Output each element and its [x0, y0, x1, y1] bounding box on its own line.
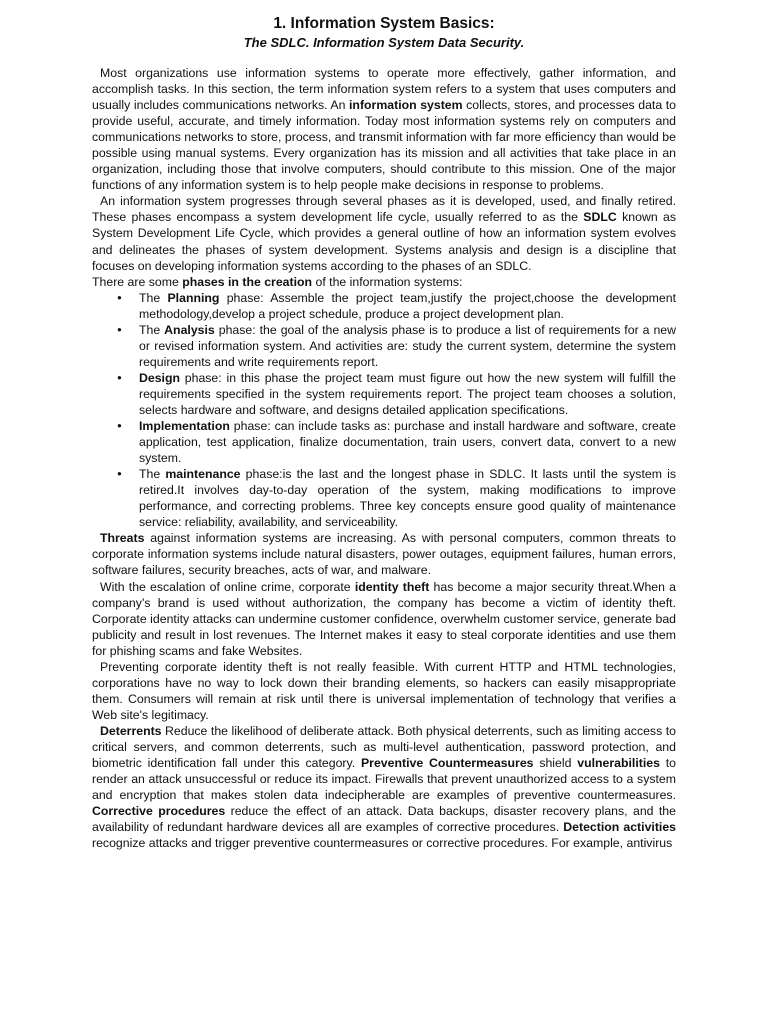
text-run: collects, stores, and processes data to provide useful, accurate, and timely information. Today most information systems rely on computers and communications networks to store, process, and transmit information with far more efficiency than would be possible using manual systems. Every organization has its mission and all activities that take place in an organization, including those that involve computers, should contribute to this mission. One of the major functions of any information system is to help people make decisions in response to problems. — [92, 98, 677, 193]
bold-term: vulnerabilities — [577, 756, 660, 771]
bold-term: Analysis — [164, 322, 215, 337]
bold-term: Implementation — [139, 419, 230, 434]
bold-term: Threats — [100, 531, 145, 546]
text-run: phase: can include tasks as: purchase and install hardware and software, create application, test application, finalize documentation, train users, convert data, convert to a new system. — [139, 419, 676, 466]
paragraph-threats — [92, 530, 676, 578]
bold-term: phases in the creation — [182, 274, 313, 289]
paragraph-countermeasures — [92, 723, 676, 851]
text-run: The — [139, 290, 168, 305]
list-item-maintenance — [139, 466, 676, 530]
document-page — [92, 14, 676, 851]
text-run: against information systems are increasing. As with personal computers, common threats to corporate information systems include natural disasters, power outages, equipment failures, human errors, software failures, security breaches, acts of war, and malware. — [92, 531, 676, 578]
bold-term: identity theft — [354, 579, 430, 594]
text-run: Reduce the likelihood of deliberate attack. Both physical deterrents, such as limiting access to critical servers, and common deterrents, such as multi-level authentication, password protection, and biometric identification fall under this category. — [92, 723, 676, 771]
list-item-planning — [139, 290, 676, 322]
paragraph-identity-theft — [92, 579, 676, 659]
bold-term: maintenance — [165, 467, 241, 482]
document-subtitle: The SDLC. Information System Data Security. — [243, 35, 525, 50]
text-run: recognize attacks and trigger preventive countermeasures or corrective procedures. For example, antivirus — [92, 836, 673, 851]
text-run: Most organizations use information systems to operate more effectively, gather information, and accomplish tasks. In this section, the term information system refers to a system that uses computers and usually includes communications networks. An — [92, 66, 676, 113]
list-item-implementation — [139, 418, 676, 466]
text-run: phase: the goal of the analysis phase is to produce a list of requirements for a new or revised information system. And activities are: study the current system, determine the system requirements and write requirements report. — [139, 322, 676, 369]
bold-term: Planning — [167, 290, 220, 305]
text-run: shield — [533, 756, 578, 771]
bold-term: SDLC — [583, 210, 617, 225]
text-run: The — [139, 322, 165, 337]
paragraph-prevention — [92, 659, 676, 723]
paragraph-sdlc — [92, 193, 676, 273]
bold-term: Design — [139, 370, 180, 385]
text-run: has become a major security threat.When a company’s brand is used without authorization, the company has become a victim of identity theft. Corporate identity attacks can undermine customer confidence, overwhelm customer service, generate bad publicity and result in lost revenues. The Internet makes it easy to steal corporate identities and use them for phishing scams and fake Websites. — [92, 579, 676, 658]
text-run: The — [139, 467, 166, 482]
text-run: There are some — [92, 274, 183, 289]
text-run: to render an attack unsuccessful or reduce its impact. Firewalls that prevent unauthorized access to a system and encryption that makes stolen data indecipherable are examples of preventive countermeasures. — [92, 756, 676, 803]
text-run: phase: in this phase the project team must figure out how the new system will fulfill the requirements specified in the system requirements report. The project team chooses a solution, selects hardware and software, and designs detailed application specifications. — [139, 370, 676, 417]
bold-term: Detection activities — [563, 820, 677, 835]
list-item-design — [139, 370, 676, 418]
text-run: An information system progresses through several phases as it is developed, used, and finally retired. These phases encompass a system development life cycle, usually referred to as the — [92, 194, 676, 225]
bold-term: Corrective procedures — [92, 804, 226, 819]
text-run: of the information systems: — [312, 274, 463, 289]
bold-term: Preventive Countermeasures — [360, 756, 534, 771]
text-run: Preventing corporate identity theft is not really feasible. With current HTTP and HTML technologies, corporations have no way to lock down their branding elements, so hackers can easily misappropriate them. Consumers will remain at risk until there is universal implementation of technology that verifies a Web site's legitimacy. — [92, 659, 676, 722]
text-run: phase: Assemble the project team,justify the project,choose the development methodology,develop a project schedule, produce a project development plan. — [139, 290, 676, 321]
text-run: reduce the effect of an attack. Data backups, disaster recovery plans, and the availability of redundant hardware devices all are examples of corrective procedures. — [92, 804, 676, 835]
bold-term: Deterrents — [100, 723, 162, 738]
text-run: known as System Development Life Cycle, which provides a general outline of how an information system evolves and delineates the phases of system development. Systems analysis and design is a discipline that focuses on developing information systems according to the phases of an SDLC. — [92, 210, 676, 273]
text-run: With the escalation of online crime, corporate — [100, 579, 355, 594]
paragraph-information-systems — [92, 65, 676, 193]
document-title: 1. Information System Basics: — [273, 15, 495, 32]
phases-list — [92, 290, 676, 531]
list-item-analysis — [139, 322, 676, 370]
bold-term: information system — [349, 98, 463, 113]
text-run: phase:is the last and the longest phase in SDLC. It lasts until the system is retired.It involves day-to-day operation of the system, making modifications to improve performance, and correcting problems. Three key concepts ensure good quality of maintenance service: reliability, availability, and serviceability. — [139, 467, 676, 530]
paragraph-phases-intro — [92, 274, 676, 290]
